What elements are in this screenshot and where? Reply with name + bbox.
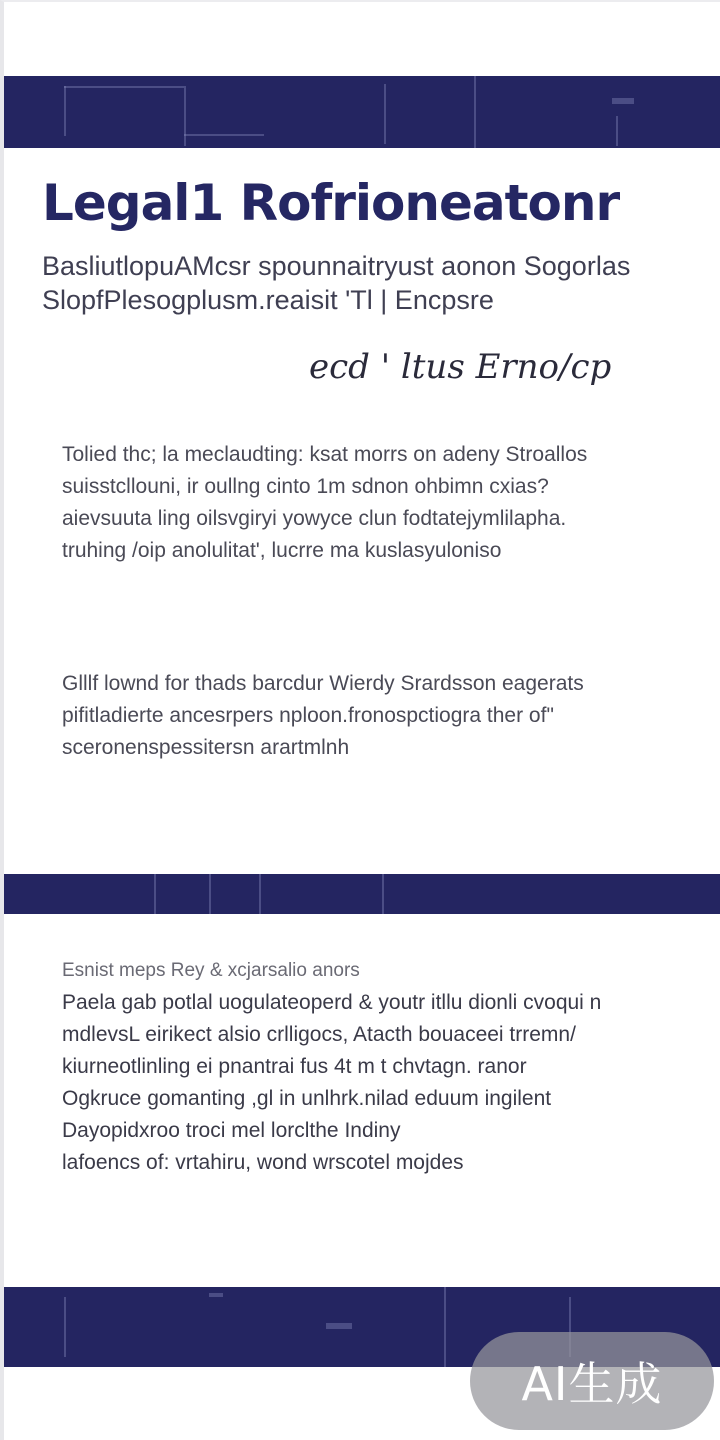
document-subtitle xyxy=(42,249,712,317)
paragraph-line: Paela gab potlal uogulateoperd & youtr itllu dionli cvoqui n xyxy=(62,991,602,1014)
paragraph-line: truhing /oip anolulitat', lucrre ma kuslasyuloniso xyxy=(62,539,502,562)
subtitle-line: BasliutlopuAMcsr spounnaitryust aonon Sogorlas xyxy=(42,251,631,281)
paragraph-1 xyxy=(62,439,702,567)
paragraph-line: lafoencs of: vrtahiru, wond wrscotel mojdes xyxy=(62,1151,464,1174)
paragraph-2 xyxy=(62,668,702,764)
paragraph-line: Glllf lownd for thads barcdur Wierdy Srardsson eagerats xyxy=(62,672,584,695)
paragraph-line: Dayopidxroo troci mel lorclthe Indiny xyxy=(62,1119,401,1142)
paragraph-line: sceronenspessitersn arartmlnh xyxy=(62,736,350,759)
header-band xyxy=(4,76,720,148)
paragraph-line: Ogkruce gomanting ,gl in unlhrk.nilad eduum ingilent xyxy=(62,1087,552,1110)
paragraph-line: kiurneotlinling ei pnantrai fus 4t m t chvtagn. ranor xyxy=(62,1055,527,1078)
paragraph-line: aievsuuta ling oilsvgiryi yowyce clun fodtatejymlilapha. xyxy=(62,507,567,530)
paragraph-line: suisstcllouni, ir oullng cinto 1m sdnon ohbimn cxias? xyxy=(62,475,549,498)
paragraph-line: mdlevsL eirikect alsio crlligocs, Atacth bouaceei trremn/ xyxy=(62,1023,576,1046)
paragraph-3 xyxy=(62,955,702,1179)
paragraph-heading: Esnist meps Rey & xcjarsalio anors xyxy=(62,960,360,981)
script-signature-line: ecd ' ltus Erno/cp xyxy=(309,347,612,387)
paragraph-line: pifitladierte ancesrpers nploon.fronospctiogra ther of" xyxy=(62,704,554,727)
ai-generated-watermark: AI生成 xyxy=(470,1332,714,1430)
subtitle-line: SlopfPlesogplusm.reaisit 'Tl | Encpsre xyxy=(42,285,494,315)
document-title: Legal1 Rofrioneatonr xyxy=(42,174,620,232)
divider-band xyxy=(4,874,720,914)
paragraph-line: Tolied thc; la meclaudting: ksat morrs on adeny Stroallos xyxy=(62,443,588,466)
